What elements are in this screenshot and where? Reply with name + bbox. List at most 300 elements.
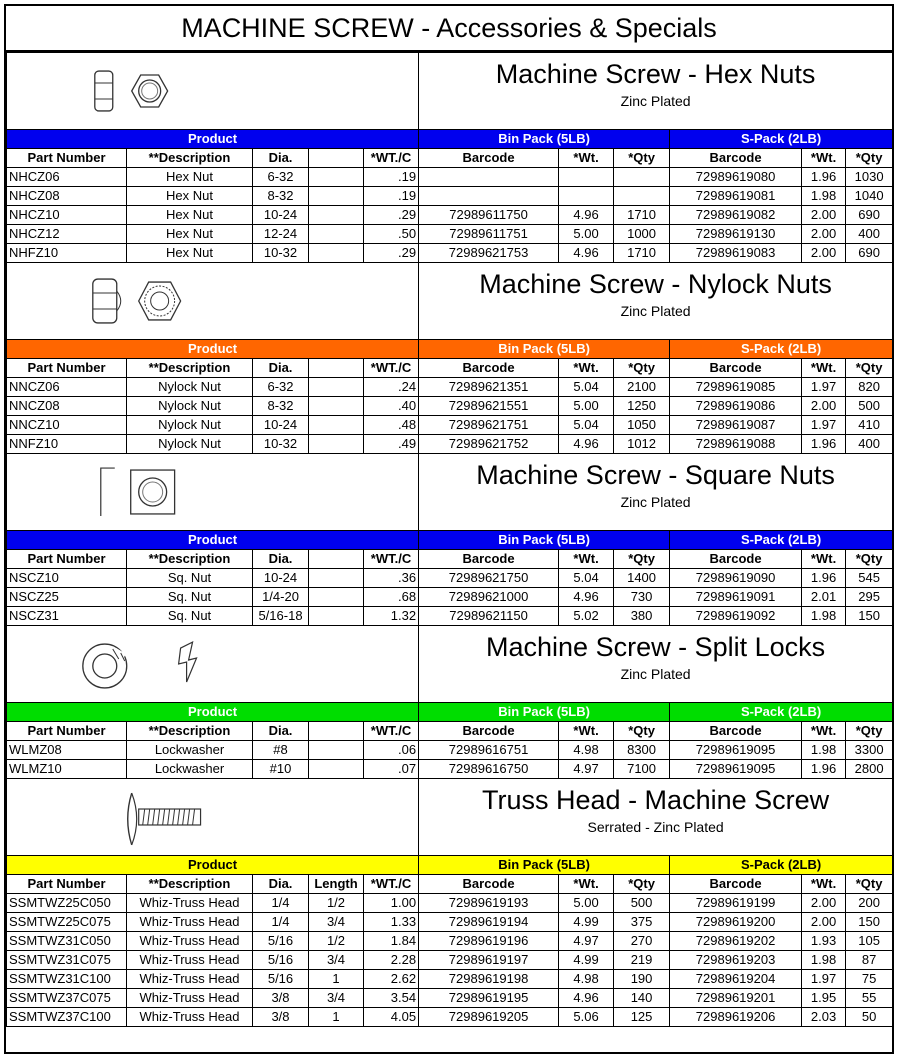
col-bin-qty: *Qty [614, 149, 670, 168]
cell-spack-qty: 545 [846, 569, 893, 588]
section-image [7, 263, 419, 340]
cell-weight-per-c: 1.84 [364, 932, 419, 951]
cell-length: 1 [309, 1008, 364, 1027]
table-row [7, 225, 893, 244]
col-dia: Dia. [253, 550, 309, 569]
cell-bin-qty: 1000 [614, 225, 670, 244]
cell-part-number: SSMTWZ31C075 [7, 951, 127, 970]
section-band [7, 340, 893, 359]
cell-weight-per-c: .24 [364, 378, 419, 397]
cell-spack-barcode: 72989619202 [670, 932, 802, 951]
cell-spack-qty: 820 [846, 378, 893, 397]
cell-description: Hex Nut [127, 187, 253, 206]
cell-dia: 1/4 [253, 894, 309, 913]
cell-bin-qty: 375 [614, 913, 670, 932]
cell-spack-weight: 1.96 [802, 435, 846, 454]
cell-spack-weight: 2.03 [802, 1008, 846, 1027]
table-row [7, 913, 893, 932]
cell-bin-weight: 4.99 [559, 913, 614, 932]
cell-length [309, 225, 364, 244]
column-header-row [7, 722, 893, 741]
cell-weight-per-c: .19 [364, 187, 419, 206]
cell-spack-weight: 2.00 [802, 397, 846, 416]
col-spack-wt: *Wt. [802, 359, 846, 378]
cell-bin-barcode: 72989621753 [419, 244, 559, 263]
cell-description: Hex Nut [127, 225, 253, 244]
cell-spack-barcode: 72989619092 [670, 607, 802, 626]
cell-part-number: SSMTWZ37C075 [7, 989, 127, 1008]
cell-part-number: SSMTWZ31C100 [7, 970, 127, 989]
cell-dia: 10-32 [253, 435, 309, 454]
cell-bin-qty: 1012 [614, 435, 670, 454]
cell-description: Nylock Nut [127, 416, 253, 435]
cell-spack-barcode: 72989619091 [670, 588, 802, 607]
table-row [7, 932, 893, 951]
cell-part-number: WLMZ10 [7, 760, 127, 779]
cell-bin-weight: 5.04 [559, 378, 614, 397]
cell-bin-barcode: 72989616751 [419, 741, 559, 760]
cell-bin-qty: 500 [614, 894, 670, 913]
cell-length [309, 397, 364, 416]
cell-bin-weight: 4.99 [559, 951, 614, 970]
cell-spack-barcode: 72989619087 [670, 416, 802, 435]
cell-bin-qty: 1250 [614, 397, 670, 416]
cell-description: Whiz-Truss Head [127, 913, 253, 932]
cell-part-number: NSCZ31 [7, 607, 127, 626]
cell-length [309, 378, 364, 397]
cell-description: Nylock Nut [127, 397, 253, 416]
cell-spack-weight: 2.00 [802, 913, 846, 932]
cell-bin-barcode: 72989621351 [419, 378, 559, 397]
cell-spack-weight: 1.96 [802, 760, 846, 779]
cell-length [309, 569, 364, 588]
cell-weight-per-c: .07 [364, 760, 419, 779]
col-spack-barcode: Barcode [670, 722, 802, 741]
cell-bin-qty: 140 [614, 989, 670, 1008]
col-spack-barcode: Barcode [670, 149, 802, 168]
band-bin-pack: Bin Pack (5LB) [419, 531, 670, 550]
col-spack-wt: *Wt. [802, 550, 846, 569]
section-subtitle: Zinc Plated [620, 666, 691, 682]
cell-part-number: NSCZ25 [7, 588, 127, 607]
section-title: Machine Screw - Nylock Nuts [479, 269, 832, 299]
table-row [7, 741, 893, 760]
cell-bin-qty: 7100 [614, 760, 670, 779]
col-spack-wt: *Wt. [802, 149, 846, 168]
cell-bin-qty [614, 187, 670, 206]
cell-spack-weight: 1.96 [802, 569, 846, 588]
col-bin-barcode: Barcode [419, 149, 559, 168]
col-wtc: *WT./C [364, 875, 419, 894]
cell-spack-qty: 400 [846, 225, 893, 244]
cell-length: 3/4 [309, 951, 364, 970]
cell-spack-qty: 295 [846, 588, 893, 607]
cell-spack-weight: 1.98 [802, 187, 846, 206]
table-row [7, 607, 893, 626]
cell-bin-qty: 125 [614, 1008, 670, 1027]
cell-bin-qty: 1400 [614, 569, 670, 588]
cell-bin-barcode: 72989619194 [419, 913, 559, 932]
col-spack-qty: *Qty [846, 550, 893, 569]
col-spack-qty: *Qty [846, 875, 893, 894]
cell-spack-barcode: 72989619083 [670, 244, 802, 263]
cell-spack-weight: 2.01 [802, 588, 846, 607]
cell-weight-per-c: .68 [364, 588, 419, 607]
cell-length [309, 187, 364, 206]
cell-bin-barcode: 72989621751 [419, 416, 559, 435]
cell-length [309, 607, 364, 626]
cell-part-number: NHCZ08 [7, 187, 127, 206]
cell-bin-barcode: 72989621000 [419, 588, 559, 607]
col-dia: Dia. [253, 359, 309, 378]
table-row [7, 989, 893, 1008]
cell-dia: 10-24 [253, 206, 309, 225]
col-bin-wt: *Wt. [559, 550, 614, 569]
cell-description: Sq. Nut [127, 607, 253, 626]
col-bin-qty: *Qty [614, 875, 670, 894]
cell-bin-barcode: 72989621551 [419, 397, 559, 416]
cell-length: 3/4 [309, 913, 364, 932]
col-dia: Dia. [253, 149, 309, 168]
col-wtc: *WT./C [364, 722, 419, 741]
cell-bin-barcode: 72989621150 [419, 607, 559, 626]
section-band [7, 130, 893, 149]
cell-length [309, 206, 364, 225]
cell-length [309, 760, 364, 779]
section-title-cell [419, 263, 893, 340]
cell-dia: 8-32 [253, 187, 309, 206]
col-spack-wt: *Wt. [802, 722, 846, 741]
cell-length [309, 588, 364, 607]
cell-length: 1/2 [309, 932, 364, 951]
cell-spack-weight: 2.00 [802, 244, 846, 263]
cell-bin-barcode: 72989619205 [419, 1008, 559, 1027]
section-band [7, 531, 893, 550]
cell-bin-weight: 5.00 [559, 894, 614, 913]
band-bin-pack: Bin Pack (5LB) [419, 340, 670, 359]
cell-bin-qty: 8300 [614, 741, 670, 760]
band-product: Product [7, 856, 419, 875]
cell-bin-barcode [419, 187, 559, 206]
cell-part-number: NNCZ10 [7, 416, 127, 435]
cell-spack-qty: 690 [846, 206, 893, 225]
col-bin-qty: *Qty [614, 359, 670, 378]
cell-spack-qty: 1030 [846, 168, 893, 187]
col-dia: Dia. [253, 722, 309, 741]
cell-description: Hex Nut [127, 168, 253, 187]
col-bin-barcode: Barcode [419, 875, 559, 894]
col-description: **Description [127, 875, 253, 894]
cell-description: Whiz-Truss Head [127, 894, 253, 913]
cell-weight-per-c: .06 [364, 741, 419, 760]
band-product: Product [7, 130, 419, 149]
truss-head-screw-icon [7, 779, 418, 855]
cell-length [309, 416, 364, 435]
band-bin-pack: Bin Pack (5LB) [419, 856, 670, 875]
cell-bin-qty: 380 [614, 607, 670, 626]
cell-description: Sq. Nut [127, 569, 253, 588]
cell-weight-per-c: 2.62 [364, 970, 419, 989]
table-row [7, 569, 893, 588]
cell-spack-barcode: 72989619130 [670, 225, 802, 244]
cell-spack-qty: 75 [846, 970, 893, 989]
section-image [7, 779, 419, 856]
cell-dia: 6-32 [253, 168, 309, 187]
column-header-row [7, 550, 893, 569]
cell-bin-qty: 1050 [614, 416, 670, 435]
cell-dia: 12-24 [253, 225, 309, 244]
cell-length: 1 [309, 970, 364, 989]
cell-description: Lockwasher [127, 760, 253, 779]
cell-spack-weight: 2.00 [802, 206, 846, 225]
cell-weight-per-c: 3.54 [364, 989, 419, 1008]
col-spack-qty: *Qty [846, 722, 893, 741]
section-header [7, 626, 893, 703]
cell-weight-per-c: 1.32 [364, 607, 419, 626]
table-row [7, 894, 893, 913]
section-title-cell [419, 454, 893, 531]
cell-spack-barcode: 72989619095 [670, 741, 802, 760]
cell-length: 3/4 [309, 989, 364, 1008]
cell-bin-weight: 4.97 [559, 932, 614, 951]
col-length: Length [309, 875, 364, 894]
cell-part-number: SSMTWZ25C050 [7, 894, 127, 913]
cell-dia: 3/8 [253, 1008, 309, 1027]
band-bin-pack: Bin Pack (5LB) [419, 703, 670, 722]
col-length [309, 722, 364, 741]
table-row [7, 951, 893, 970]
cell-spack-qty: 50 [846, 1008, 893, 1027]
column-header-row [7, 149, 893, 168]
square-nut-icon [7, 454, 418, 530]
cell-bin-qty: 730 [614, 588, 670, 607]
col-bin-wt: *Wt. [559, 722, 614, 741]
col-bin-qty: *Qty [614, 722, 670, 741]
cell-part-number: NHCZ12 [7, 225, 127, 244]
section-title-cell [419, 626, 893, 703]
cell-bin-weight: 5.02 [559, 607, 614, 626]
cell-bin-qty: 190 [614, 970, 670, 989]
section-title: Machine Screw - Square Nuts [476, 460, 835, 490]
cell-spack-weight: 1.97 [802, 970, 846, 989]
col-wtc: *WT./C [364, 550, 419, 569]
table-row [7, 970, 893, 989]
cell-length: 1/2 [309, 894, 364, 913]
cell-bin-weight: 5.04 [559, 416, 614, 435]
cell-dia: 5/16-18 [253, 607, 309, 626]
cell-spack-weight: 1.98 [802, 951, 846, 970]
cell-bin-qty: 1710 [614, 244, 670, 263]
col-bin-wt: *Wt. [559, 359, 614, 378]
cell-spack-qty: 400 [846, 435, 893, 454]
table-row [7, 1008, 893, 1027]
cell-length [309, 168, 364, 187]
cell-spack-barcode: 72989619082 [670, 206, 802, 225]
column-header-row [7, 875, 893, 894]
cell-part-number: NHFZ10 [7, 244, 127, 263]
cell-spack-weight: 1.93 [802, 932, 846, 951]
cell-dia: 6-32 [253, 378, 309, 397]
cell-bin-qty [614, 168, 670, 187]
cell-dia: #10 [253, 760, 309, 779]
col-bin-barcode: Barcode [419, 359, 559, 378]
section-header [7, 454, 893, 531]
cell-bin-barcode: 72989619196 [419, 932, 559, 951]
cell-spack-barcode: 72989619203 [670, 951, 802, 970]
col-description: **Description [127, 359, 253, 378]
cell-spack-weight: 1.95 [802, 989, 846, 1008]
col-description: **Description [127, 149, 253, 168]
col-bin-barcode: Barcode [419, 550, 559, 569]
cell-part-number: SSMTWZ37C100 [7, 1008, 127, 1027]
cell-spack-barcode: 72989619204 [670, 970, 802, 989]
cell-part-number: NNCZ08 [7, 397, 127, 416]
cell-dia: 1/4 [253, 913, 309, 932]
cell-weight-per-c: 2.28 [364, 951, 419, 970]
section-subtitle: Zinc Plated [620, 93, 691, 109]
band-s-pack: S-Pack (2LB) [670, 130, 893, 149]
cell-spack-qty: 690 [846, 244, 893, 263]
cell-weight-per-c: .19 [364, 168, 419, 187]
cell-spack-barcode: 72989619206 [670, 1008, 802, 1027]
column-header-row [7, 359, 893, 378]
cell-spack-qty: 3300 [846, 741, 893, 760]
cell-spack-barcode: 72989619095 [670, 760, 802, 779]
cell-description: Whiz-Truss Head [127, 951, 253, 970]
band-bin-pack: Bin Pack (5LB) [419, 130, 670, 149]
col-spack-qty: *Qty [846, 149, 893, 168]
cell-bin-weight: 5.00 [559, 397, 614, 416]
cell-spack-qty: 200 [846, 894, 893, 913]
band-product: Product [7, 531, 419, 550]
cell-spack-barcode: 72989619090 [670, 569, 802, 588]
cell-bin-barcode: 72989619198 [419, 970, 559, 989]
cell-bin-weight: 4.96 [559, 588, 614, 607]
band-product: Product [7, 703, 419, 722]
cell-bin-weight: 5.04 [559, 569, 614, 588]
cell-description: Whiz-Truss Head [127, 1008, 253, 1027]
section-header [7, 53, 893, 130]
cell-spack-qty: 150 [846, 913, 893, 932]
cell-dia: 5/16 [253, 951, 309, 970]
col-spack-barcode: Barcode [670, 875, 802, 894]
band-s-pack: S-Pack (2LB) [670, 340, 893, 359]
col-bin-wt: *Wt. [559, 875, 614, 894]
cell-spack-weight: 1.98 [802, 607, 846, 626]
cell-spack-weight: 1.96 [802, 168, 846, 187]
col-part-number: Part Number [7, 149, 127, 168]
cell-spack-weight: 2.00 [802, 894, 846, 913]
table-row [7, 760, 893, 779]
cell-spack-qty: 55 [846, 989, 893, 1008]
cell-dia: 5/16 [253, 970, 309, 989]
section-title-cell [419, 779, 893, 856]
cell-bin-qty: 2100 [614, 378, 670, 397]
catalog-page [4, 4, 894, 1054]
col-part-number: Part Number [7, 359, 127, 378]
table-row [7, 416, 893, 435]
cell-spack-barcode: 72989619088 [670, 435, 802, 454]
band-s-pack: S-Pack (2LB) [670, 531, 893, 550]
section-header [7, 779, 893, 856]
cell-description: Lockwasher [127, 741, 253, 760]
cell-bin-qty: 270 [614, 932, 670, 951]
cell-bin-barcode: 72989621752 [419, 435, 559, 454]
cell-weight-per-c: .40 [364, 397, 419, 416]
cell-part-number: WLMZ08 [7, 741, 127, 760]
cell-weight-per-c: .36 [364, 569, 419, 588]
cell-spack-qty: 150 [846, 607, 893, 626]
cell-bin-barcode: 72989619197 [419, 951, 559, 970]
col-wtc: *WT./C [364, 359, 419, 378]
cell-part-number: NHCZ10 [7, 206, 127, 225]
cell-spack-barcode: 72989619201 [670, 989, 802, 1008]
cell-part-number: NSCZ10 [7, 569, 127, 588]
col-description: **Description [127, 722, 253, 741]
cell-bin-qty: 1710 [614, 206, 670, 225]
table-row [7, 244, 893, 263]
cell-part-number: SSMTWZ25C075 [7, 913, 127, 932]
split-lock-washer-icon [7, 626, 418, 702]
cell-spack-barcode: 72989619085 [670, 378, 802, 397]
section-header [7, 263, 893, 340]
col-wtc: *WT./C [364, 149, 419, 168]
cell-spack-barcode: 72989619199 [670, 894, 802, 913]
cell-length [309, 741, 364, 760]
cell-dia: 8-32 [253, 397, 309, 416]
hex-nut-icon [7, 53, 418, 129]
cell-dia: 5/16 [253, 932, 309, 951]
table-row [7, 397, 893, 416]
cell-description: Nylock Nut [127, 435, 253, 454]
section-subtitle: Serrated - Zinc Plated [587, 819, 724, 835]
col-bin-wt: *Wt. [559, 149, 614, 168]
cell-part-number: NNCZ06 [7, 378, 127, 397]
cell-description: Hex Nut [127, 206, 253, 225]
col-spack-qty: *Qty [846, 359, 893, 378]
cell-weight-per-c: 1.00 [364, 894, 419, 913]
cell-description: Whiz-Truss Head [127, 970, 253, 989]
cell-bin-weight: 4.98 [559, 741, 614, 760]
section-image [7, 53, 419, 130]
cell-weight-per-c: .29 [364, 244, 419, 263]
cell-bin-weight [559, 168, 614, 187]
cell-bin-weight [559, 187, 614, 206]
cell-length [309, 244, 364, 263]
cell-description: Whiz-Truss Head [127, 989, 253, 1008]
col-spack-barcode: Barcode [670, 359, 802, 378]
cell-length [309, 435, 364, 454]
cell-spack-barcode: 72989619081 [670, 187, 802, 206]
cell-bin-barcode [419, 168, 559, 187]
section-title: Machine Screw - Split Locks [486, 632, 826, 662]
nylock-nut-icon [7, 263, 418, 339]
band-product: Product [7, 340, 419, 359]
cell-spack-barcode: 72989619086 [670, 397, 802, 416]
section-title: Machine Screw - Hex Nuts [495, 59, 816, 89]
table-row [7, 588, 893, 607]
cell-weight-per-c: 1.33 [364, 913, 419, 932]
col-description: **Description [127, 550, 253, 569]
cell-spack-qty: 87 [846, 951, 893, 970]
cell-dia: 10-24 [253, 569, 309, 588]
cell-bin-barcode: 72989621750 [419, 569, 559, 588]
cell-weight-per-c: 4.05 [364, 1008, 419, 1027]
cell-bin-weight: 4.98 [559, 970, 614, 989]
col-part-number: Part Number [7, 875, 127, 894]
col-part-number: Part Number [7, 722, 127, 741]
cell-bin-barcode: 72989611751 [419, 225, 559, 244]
